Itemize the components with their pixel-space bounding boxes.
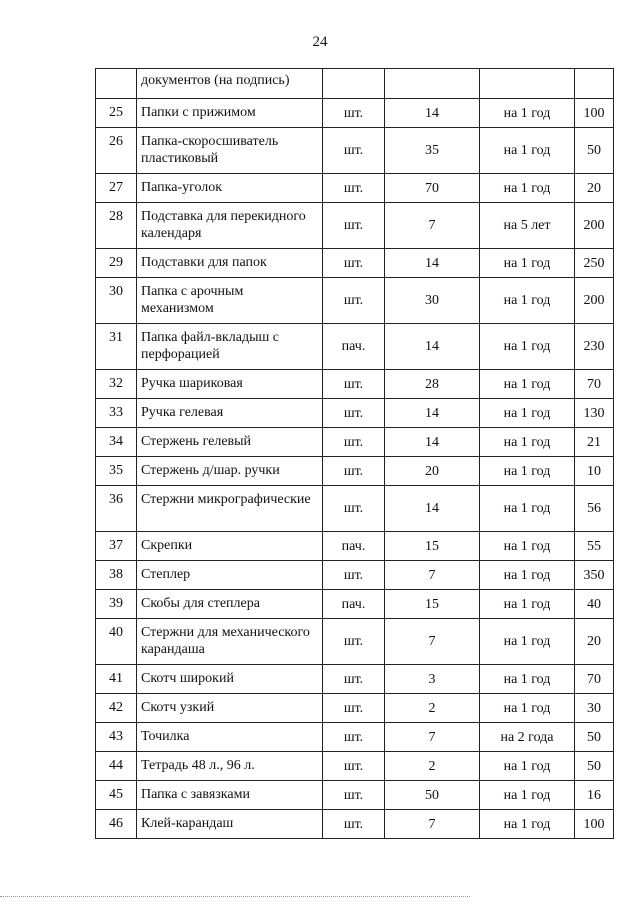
row-number-cell: 37 — [96, 532, 137, 561]
unit-cell: шт. — [323, 752, 385, 781]
unit-cell: шт. — [323, 665, 385, 694]
item-name-cell: Папка-уголок — [137, 174, 323, 203]
row-number-cell: 27 — [96, 174, 137, 203]
table-row — [96, 128, 614, 174]
cost-cell: 100 — [575, 810, 614, 839]
item-name-cell: Стержень д/шар. ручки — [137, 457, 323, 486]
cost-cell: 10 — [575, 457, 614, 486]
unit-cell: шт. — [323, 99, 385, 128]
table-row — [96, 665, 614, 694]
period-cell: на 1 год — [480, 128, 575, 174]
table-row — [96, 457, 614, 486]
period-cell: на 1 год — [480, 428, 575, 457]
item-name-cell: Степлер — [137, 561, 323, 590]
cost-cell: 200 — [575, 278, 614, 324]
quantity-cell: 30 — [385, 278, 480, 324]
unit-cell — [323, 69, 385, 99]
cost-cell: 100 — [575, 99, 614, 128]
quantity-cell: 14 — [385, 399, 480, 428]
quantity-cell: 15 — [385, 590, 480, 619]
quantity-cell: 14 — [385, 249, 480, 278]
table-row — [96, 249, 614, 278]
period-cell: на 1 год — [480, 694, 575, 723]
quantity-cell: 14 — [385, 99, 480, 128]
row-number-cell: 34 — [96, 428, 137, 457]
period-cell — [480, 69, 575, 99]
cost-cell: 200 — [575, 203, 614, 249]
cost-cell: 56 — [575, 486, 614, 532]
period-cell: на 1 год — [480, 486, 575, 532]
item-name-cell: Подставки для папок — [137, 249, 323, 278]
item-name-cell: Папка с завязками — [137, 781, 323, 810]
table-row — [96, 694, 614, 723]
row-number-cell: 31 — [96, 324, 137, 370]
unit-cell: шт. — [323, 249, 385, 278]
table-row — [96, 810, 614, 839]
period-cell: на 1 год — [480, 370, 575, 399]
quantity-cell: 7 — [385, 203, 480, 249]
period-cell: на 1 год — [480, 324, 575, 370]
item-name-cell: Ручка гелевая — [137, 399, 323, 428]
table-row — [96, 399, 614, 428]
table-row — [96, 428, 614, 457]
period-cell: на 1 год — [480, 174, 575, 203]
unit-cell: пач. — [323, 532, 385, 561]
quantity-cell: 50 — [385, 781, 480, 810]
row-number-cell: 41 — [96, 665, 137, 694]
unit-cell: шт. — [323, 370, 385, 399]
cost-cell: 50 — [575, 752, 614, 781]
period-cell: на 1 год — [480, 99, 575, 128]
table-row — [96, 486, 614, 532]
cost-cell: 130 — [575, 399, 614, 428]
quantity-cell: 14 — [385, 324, 480, 370]
item-name-cell: Подставка для перекидного календаря — [137, 203, 323, 249]
period-cell: на 1 год — [480, 561, 575, 590]
quantity-cell: 2 — [385, 752, 480, 781]
unit-cell: шт. — [323, 619, 385, 665]
cost-cell: 55 — [575, 532, 614, 561]
quantity-cell: 7 — [385, 810, 480, 839]
unit-cell: шт. — [323, 457, 385, 486]
quantity-cell: 14 — [385, 428, 480, 457]
table-row — [96, 619, 614, 665]
row-number-cell: 40 — [96, 619, 137, 665]
item-name-cell: Папки с прижимом — [137, 99, 323, 128]
cost-cell: 40 — [575, 590, 614, 619]
unit-cell: шт. — [323, 561, 385, 590]
table-row — [96, 781, 614, 810]
page-number: 24 — [312, 34, 328, 50]
unit-cell: шт. — [323, 428, 385, 457]
unit-cell: шт. — [323, 723, 385, 752]
cost-cell: 350 — [575, 561, 614, 590]
row-number-cell: 46 — [96, 810, 137, 839]
period-cell: на 1 год — [480, 399, 575, 428]
quantity-cell: 7 — [385, 723, 480, 752]
period-cell: на 2 года — [480, 723, 575, 752]
quantity-cell: 70 — [385, 174, 480, 203]
quantity-cell: 14 — [385, 486, 480, 532]
quantity-cell: 15 — [385, 532, 480, 561]
unit-cell: шт. — [323, 781, 385, 810]
table-row — [96, 324, 614, 370]
row-number-cell: 42 — [96, 694, 137, 723]
cost-cell: 50 — [575, 128, 614, 174]
table-row — [96, 370, 614, 399]
unit-cell: шт. — [323, 399, 385, 428]
unit-cell: пач. — [323, 590, 385, 619]
item-name-cell: Скрепки — [137, 532, 323, 561]
period-cell: на 1 год — [480, 619, 575, 665]
row-number-cell: 26 — [96, 128, 137, 174]
unit-cell: шт. — [323, 486, 385, 532]
cost-cell: 20 — [575, 619, 614, 665]
unit-cell: шт. — [323, 694, 385, 723]
item-name-cell: документов (на подпись) — [137, 69, 323, 99]
period-cell: на 1 год — [480, 532, 575, 561]
table-row — [96, 752, 614, 781]
unit-cell: шт. — [323, 203, 385, 249]
supplies-table-body — [96, 69, 614, 839]
period-cell: на 1 год — [480, 457, 575, 486]
cost-cell: 50 — [575, 723, 614, 752]
period-cell: на 1 год — [480, 810, 575, 839]
cost-cell: 250 — [575, 249, 614, 278]
row-number-cell: 29 — [96, 249, 137, 278]
unit-cell: шт. — [323, 174, 385, 203]
row-number-cell: 32 — [96, 370, 137, 399]
period-cell: на 1 год — [480, 278, 575, 324]
cost-cell: 20 — [575, 174, 614, 203]
unit-cell: шт. — [323, 128, 385, 174]
item-name-cell: Скобы для степлера — [137, 590, 323, 619]
quantity-cell: 7 — [385, 619, 480, 665]
footer-divider — [0, 896, 470, 897]
table-row — [96, 532, 614, 561]
row-number-cell: 25 — [96, 99, 137, 128]
cost-cell — [575, 69, 614, 99]
supplies-table — [95, 68, 614, 839]
item-name-cell: Стержни для механического карандаша — [137, 619, 323, 665]
row-number-cell: 44 — [96, 752, 137, 781]
table-row — [96, 174, 614, 203]
row-number-cell — [96, 69, 137, 99]
item-name-cell: Точилка — [137, 723, 323, 752]
cost-cell: 70 — [575, 370, 614, 399]
table-row — [96, 99, 614, 128]
row-number-cell: 39 — [96, 590, 137, 619]
table-row — [96, 278, 614, 324]
cost-cell: 70 — [575, 665, 614, 694]
row-number-cell: 28 — [96, 203, 137, 249]
table-row-continuation — [96, 69, 614, 99]
period-cell: на 1 год — [480, 781, 575, 810]
item-name-cell: Ручка шариковая — [137, 370, 323, 399]
quantity-cell: 7 — [385, 561, 480, 590]
row-number-cell: 35 — [96, 457, 137, 486]
row-number-cell: 38 — [96, 561, 137, 590]
row-number-cell: 30 — [96, 278, 137, 324]
quantity-cell: 28 — [385, 370, 480, 399]
quantity-cell — [385, 69, 480, 99]
quantity-cell: 3 — [385, 665, 480, 694]
unit-cell: пач. — [323, 324, 385, 370]
item-name-cell: Скотч широкий — [137, 665, 323, 694]
quantity-cell: 35 — [385, 128, 480, 174]
row-number-cell: 33 — [96, 399, 137, 428]
item-name-cell: Скотч узкий — [137, 694, 323, 723]
period-cell: на 1 год — [480, 590, 575, 619]
period-cell: на 1 год — [480, 249, 575, 278]
cost-cell: 230 — [575, 324, 614, 370]
row-number-cell: 45 — [96, 781, 137, 810]
item-name-cell: Клей-карандаш — [137, 810, 323, 839]
quantity-cell: 2 — [385, 694, 480, 723]
table-row — [96, 723, 614, 752]
row-number-cell: 43 — [96, 723, 137, 752]
cost-cell: 21 — [575, 428, 614, 457]
item-name-cell: Стержень гелевый — [137, 428, 323, 457]
period-cell: на 1 год — [480, 665, 575, 694]
table-row — [96, 203, 614, 249]
cost-cell: 30 — [575, 694, 614, 723]
table-row — [96, 590, 614, 619]
unit-cell: шт. — [323, 278, 385, 324]
period-cell: на 5 лет — [480, 203, 575, 249]
item-name-cell: Папка файл-вкладыш с перфорацией — [137, 324, 323, 370]
item-name-cell: Тетрадь 48 л., 96 л. — [137, 752, 323, 781]
row-number-cell: 36 — [96, 486, 137, 532]
table-row — [96, 561, 614, 590]
unit-cell: шт. — [323, 810, 385, 839]
period-cell: на 1 год — [480, 752, 575, 781]
quantity-cell: 20 — [385, 457, 480, 486]
item-name-cell: Папка с арочным механизмом — [137, 278, 323, 324]
item-name-cell: Стержни микрографические — [137, 486, 323, 532]
item-name-cell: Папка-скоросшиватель пластиковый — [137, 128, 323, 174]
cost-cell: 16 — [575, 781, 614, 810]
